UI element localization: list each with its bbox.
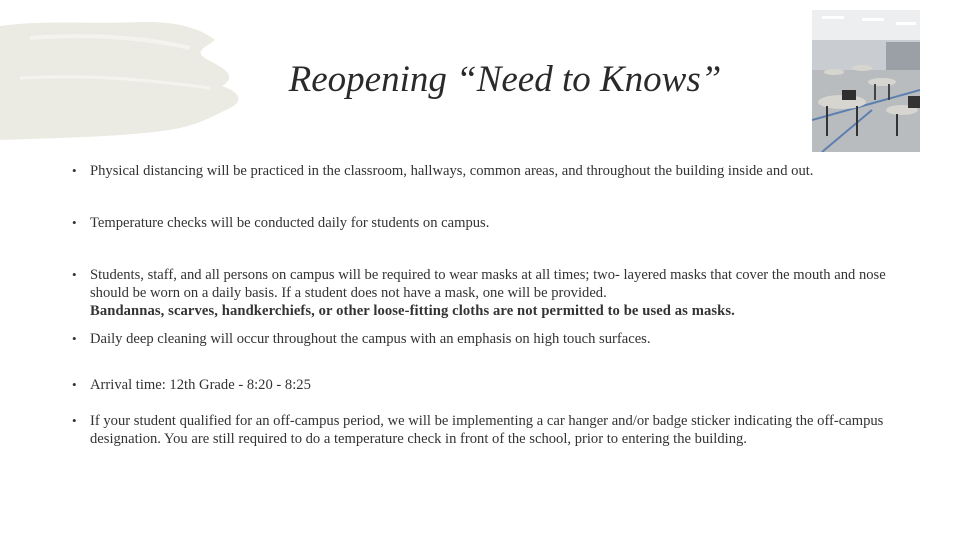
bullet-item-off-campus [72,412,892,448]
bullet-marker: • [72,267,77,282]
slide-title: Reopening “Need to Knows” [288,59,722,100]
brush-stroke-decoration [0,18,250,140]
bullet-item-temperature [72,214,892,232]
bullet-marker: • [72,215,77,230]
bullet-text: Physical distancing will be practiced in the classroom, hallways, common areas, and throughout the building inside and out. [90,163,814,179]
bullet-text: If your student qualified for an off-campus period, we will be implementing a car hanger and/or badge sticker indicating the off-campus designation. You are still required to do a temperature check in front of the school, prior to entering the building. [90,413,884,447]
bullet-marker: • [72,413,77,428]
bullet-text: Arrival time: 12th Grade - 8:20 - 8:25 [90,377,311,393]
bullet-item-cleaning [72,330,892,348]
bullet-marker: • [72,163,77,178]
bullet-text: Students, staff, and all persons on campus will be required to wear masks at all times; two- layered masks that cover the mouth and nose should be worn on a daily basis. If a student does not have a mask, one will be provided. [90,267,886,301]
bullet-bold-text: Bandannas, scarves, handkerchiefs, or other loose-fitting cloths are not permitted to be used as masks. [90,303,735,319]
bullet-item-masks [72,266,892,320]
bullet-marker: • [72,377,77,392]
bullet-text: Temperature checks will be conducted daily for students on campus. [90,215,490,231]
bullet-item-distancing [72,162,892,180]
classroom-photo [812,10,920,152]
bullet-marker: • [72,331,77,346]
bullet-item-arrival [72,376,892,394]
bullet-text: Daily deep cleaning will occur throughout the campus with an emphasis on high touch surfaces. [90,331,651,347]
